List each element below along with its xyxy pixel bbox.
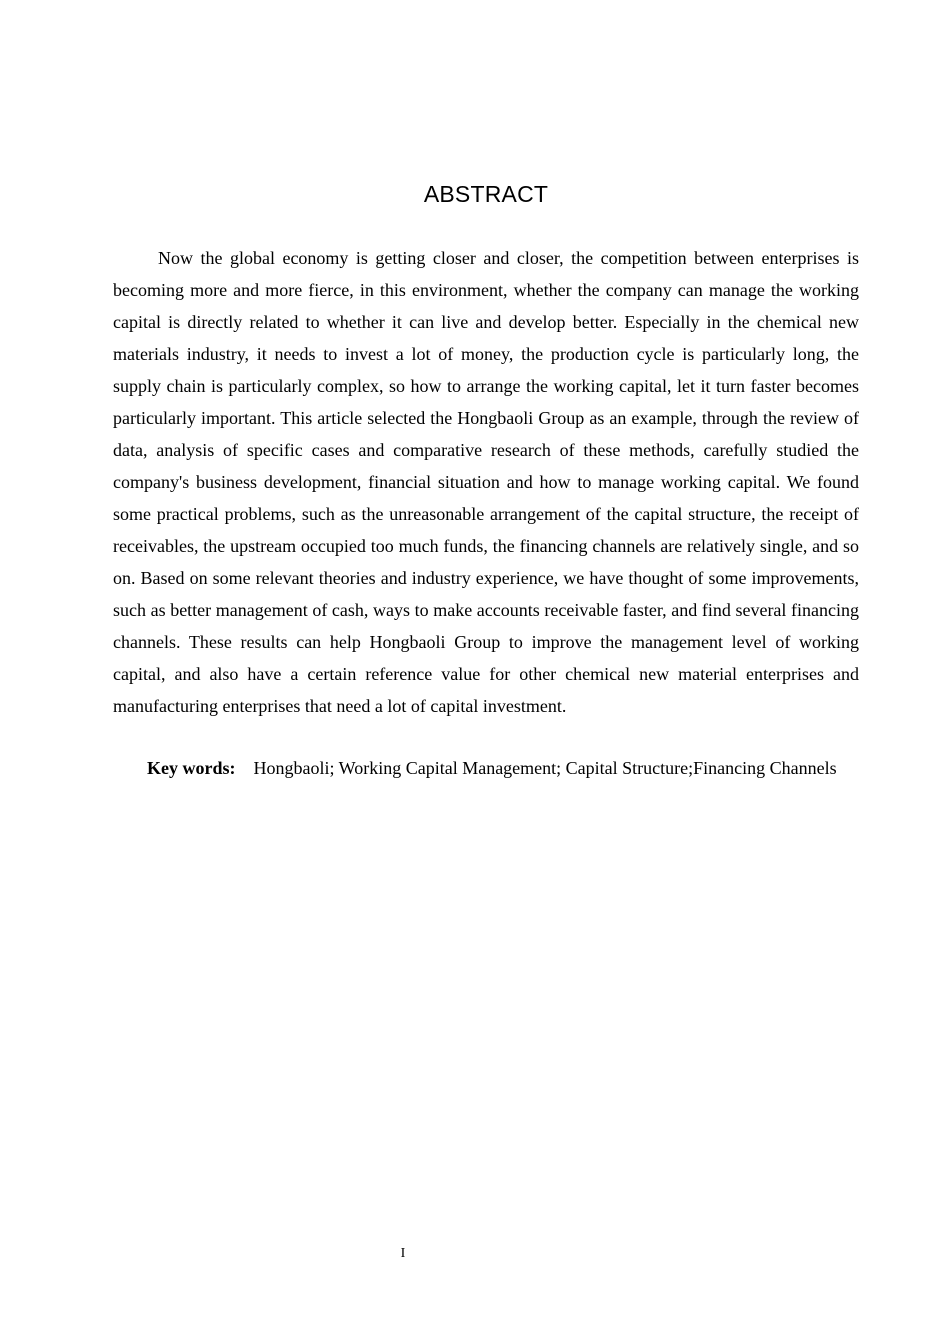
abstract-title: ABSTRACT (423, 181, 549, 207)
keywords-line (113, 752, 859, 784)
keywords-list: Hongbaoli; Working Capital Management; Capital Structure;Financing Channels (253, 758, 837, 778)
keywords-label: Key words: (147, 758, 236, 778)
abstract-paragraph: Now the global economy is getting closer and closer, the competition between enterprises is becoming more and more fierce, in this environment, whether the company can manage the working capital is directly related to whether it can live and develop better. Especially in the chemical new materials industry, it needs to invest a lot of money, the production cycle is particularly long, the supply chain is particularly complex, so how to arrange the working capital, let it turn faster becomes particularly important. This article selected the Hongbaoli Group as an example, through the review of data, analysis of specific cases and comparative research of these methods, carefully studied the company's business development, financial situation and how to manage working capital. We found some practical problems, such as the unreasonable arrangement of the capital structure, the receipt of receivables, the upstream occupied too much funds, the financing channels are relatively single, and so on. Based on some relevant theories and industry experience, we have thought of some improvements, such as better management of cash, ways to make accounts receivable faster, and find several financing channels. These results can help Hongbaoli Group to improve the management level of working capital, and also have a certain reference value for other chemical new material enterprises and manufacturing enterprises that need a lot of capital investment. (113, 248, 859, 716)
page-number: I (400, 1246, 406, 1261)
